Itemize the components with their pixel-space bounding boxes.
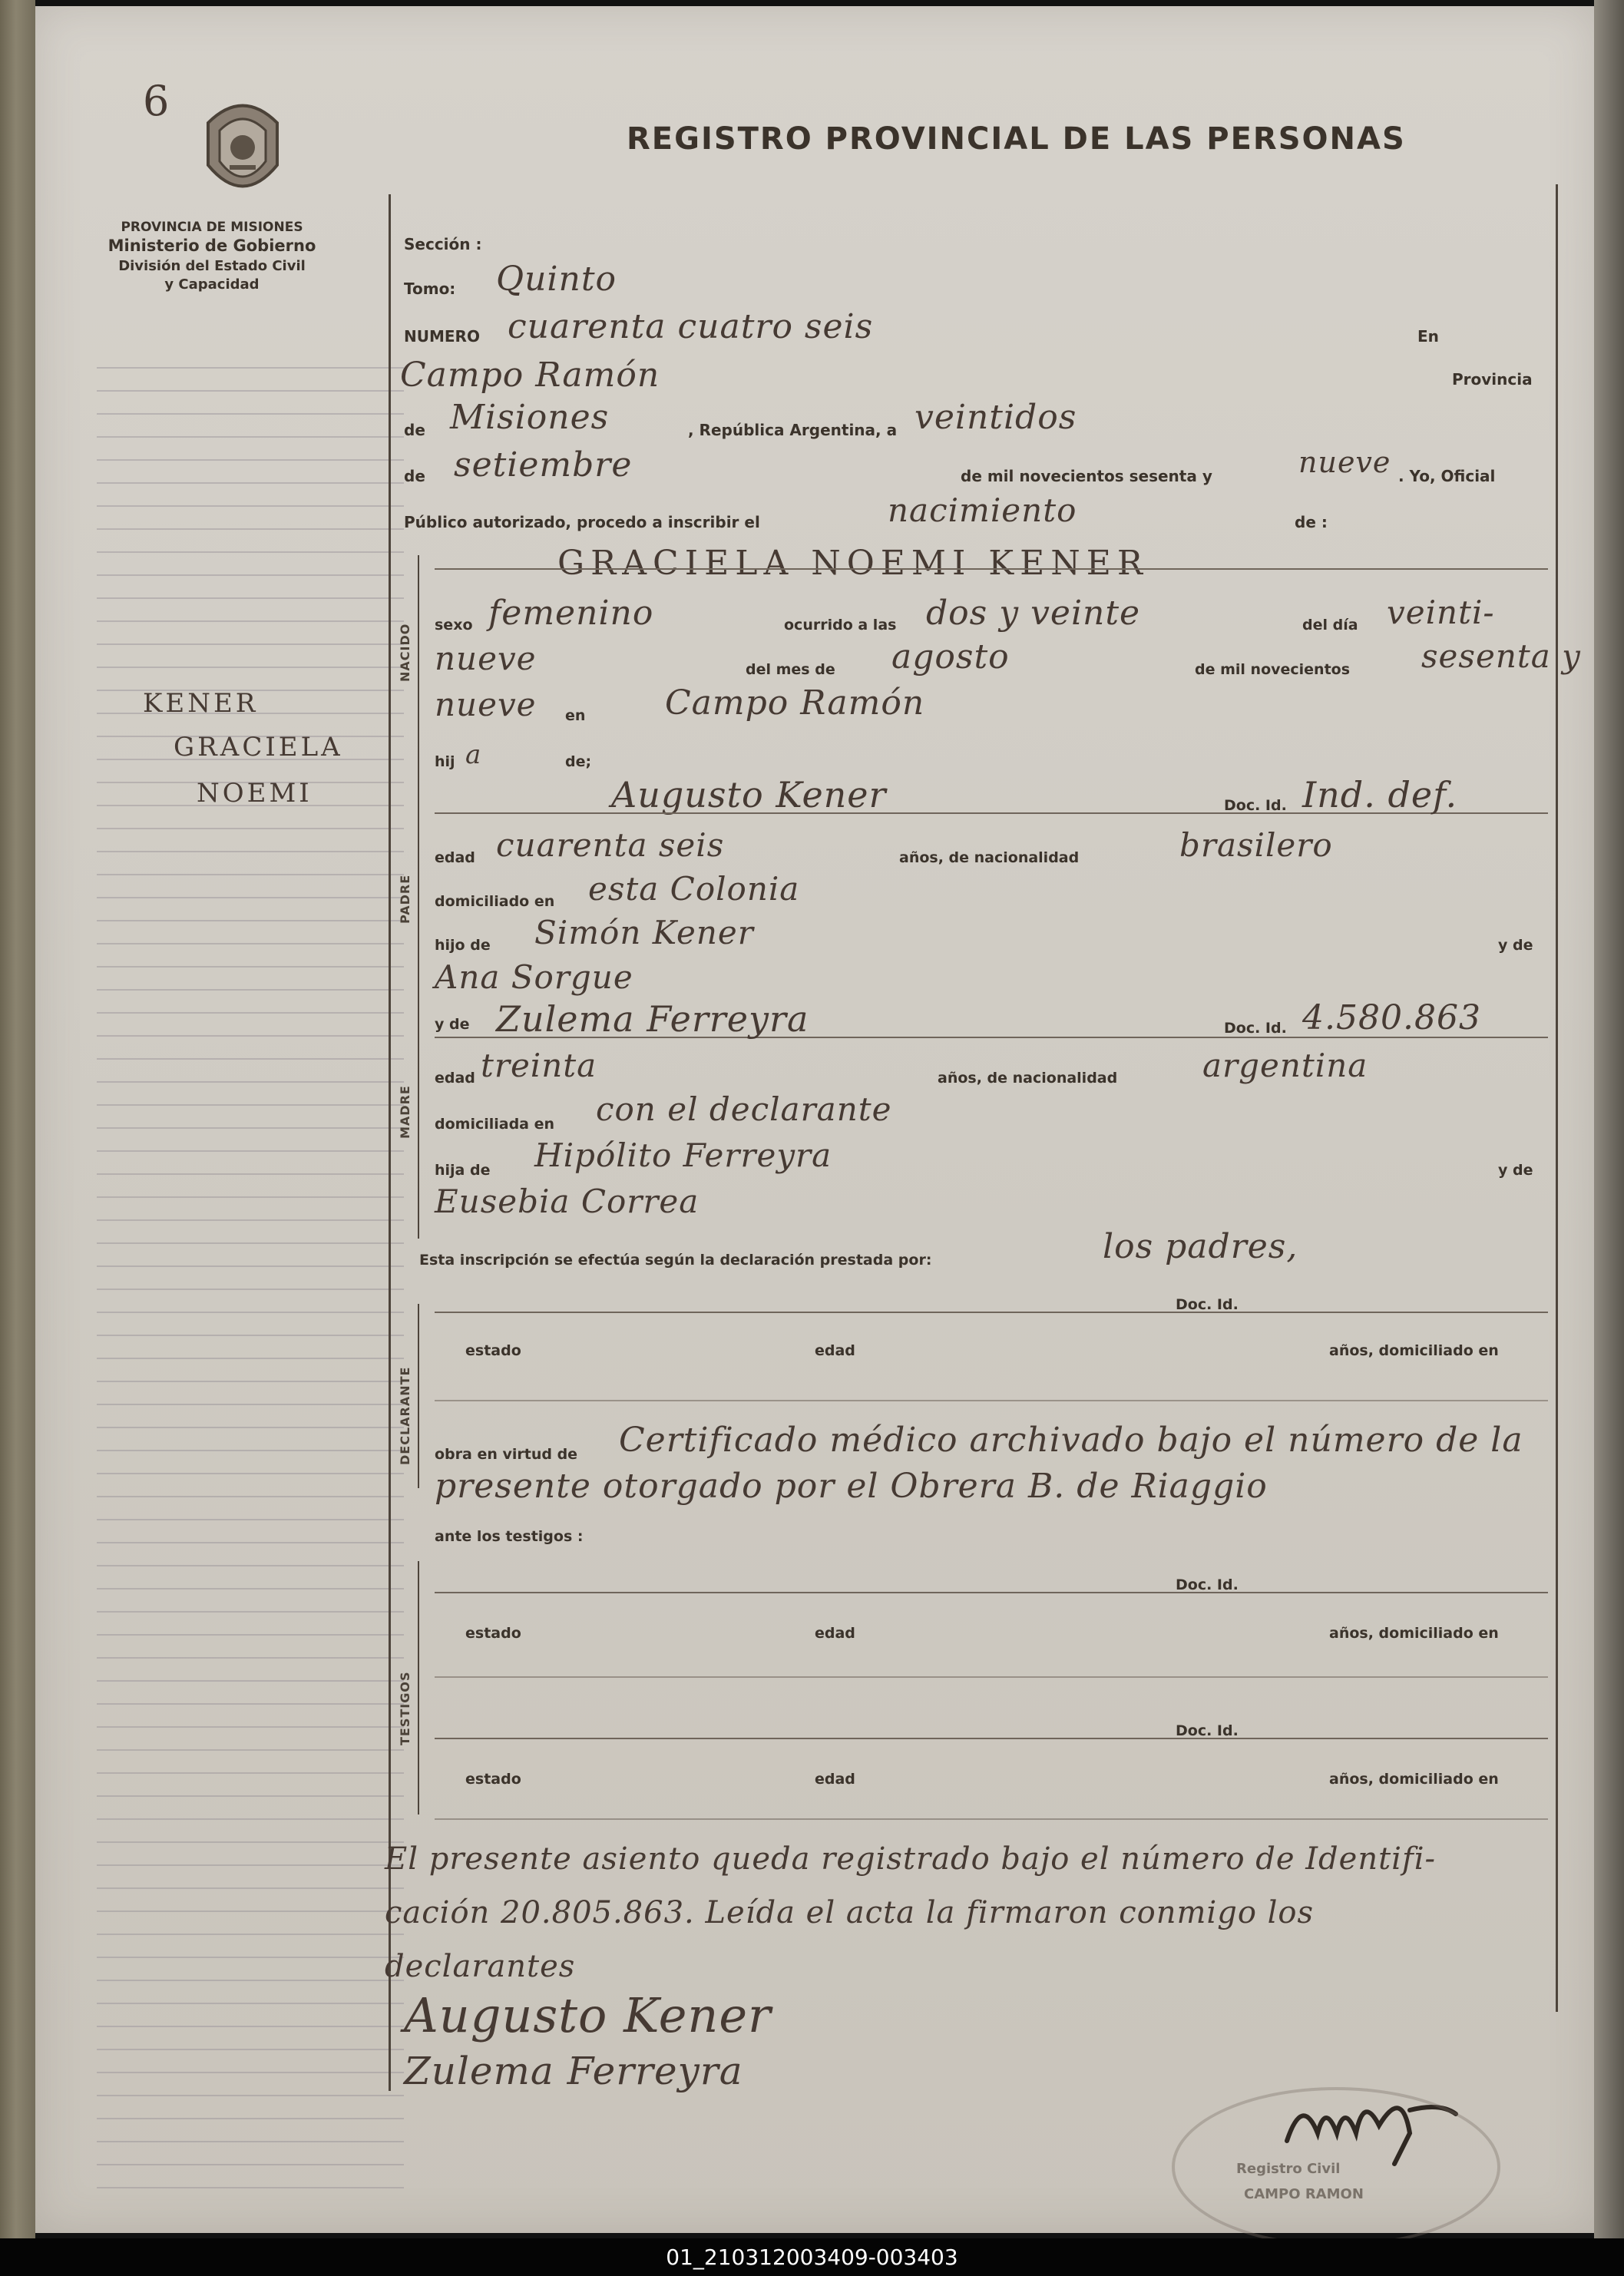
margin-rule-line bbox=[97, 2072, 404, 2073]
en-lugar-label: en bbox=[565, 707, 586, 724]
page-title: REGISTRO PROVINCIAL DE LAS PERSONAS bbox=[627, 121, 1406, 157]
signature-father: Augusto Kener bbox=[404, 1987, 772, 2043]
side-label-testigos: TESTIGOS bbox=[398, 1671, 412, 1745]
padre-edad-label: edad bbox=[435, 849, 475, 866]
margin-rule-line bbox=[97, 1358, 404, 1359]
margin-rule-line bbox=[97, 1265, 404, 1267]
margin-rule-line bbox=[97, 1749, 404, 1751]
mes-label: del mes de bbox=[746, 661, 835, 678]
margin-rule-line bbox=[97, 2164, 404, 2165]
margin-rule-line bbox=[97, 1242, 404, 1244]
madre-padre: Hipólito Ferreyra bbox=[534, 1136, 832, 1174]
lugar-value: Campo Ramón bbox=[665, 683, 925, 723]
margin-rule-line bbox=[97, 1795, 404, 1797]
margin-note-surname: KENER bbox=[143, 688, 259, 719]
book-binding bbox=[0, 0, 35, 2238]
testigo-2-edad-label: edad bbox=[815, 1771, 855, 1788]
margin-rule-line bbox=[97, 643, 404, 645]
testigo-2-estado-label: estado bbox=[465, 1771, 521, 1788]
office-capacity: y Capacidad bbox=[164, 276, 260, 293]
obra-label: obra en virtud de bbox=[435, 1446, 578, 1463]
margin-rule-line bbox=[97, 1404, 404, 1405]
hijo-suffix: a bbox=[465, 739, 482, 770]
padre-nac-label: años, de nacionalidad bbox=[899, 849, 1080, 866]
margin-rule-line bbox=[97, 1289, 404, 1290]
margin-rule-line bbox=[97, 2187, 404, 2188]
closing-line-1: El presente asiento queda registrado bajo el número de Identifi- bbox=[385, 1841, 1437, 1877]
seccion-label: Sección : bbox=[404, 235, 482, 253]
padre-edad: cuarenta seis bbox=[496, 826, 725, 864]
del-dia-label: del día bbox=[1302, 617, 1358, 634]
provincia-label: Provincia bbox=[1452, 370, 1533, 389]
side-label-padre: PADRE bbox=[398, 874, 412, 924]
dia-value: veinti- bbox=[1387, 594, 1495, 631]
padre-doc-label: Doc. Id. bbox=[1224, 797, 1287, 814]
madre-nac: argentina bbox=[1202, 1047, 1368, 1084]
padre-nac: brasilero bbox=[1179, 826, 1333, 864]
madre-prefix: y de bbox=[435, 1016, 470, 1033]
office-ministry: Ministerio de Gobierno bbox=[107, 237, 316, 255]
padre-dom: esta Colonia bbox=[588, 870, 800, 908]
side-label-madre: MADRE bbox=[398, 1085, 412, 1139]
madre-name: Zulema Ferreyra bbox=[496, 998, 809, 1040]
form-right-border bbox=[1556, 184, 1558, 2012]
margin-rule-line bbox=[97, 1634, 404, 1636]
margin-rule-line bbox=[97, 1542, 404, 1543]
margin-rule-line bbox=[97, 505, 404, 507]
margin-rule-line bbox=[97, 1841, 404, 1843]
margin-rule-line bbox=[97, 1519, 404, 1520]
margin-rule-line bbox=[97, 828, 404, 829]
margin-rule-line bbox=[97, 1910, 404, 1912]
madre-hija-de-label: hija de bbox=[435, 1162, 491, 1179]
padre-y-de-label: y de bbox=[1498, 937, 1533, 954]
sexo-label: sexo bbox=[435, 617, 473, 634]
margin-rule-line bbox=[97, 2095, 404, 2096]
inscripcion-label: Esta inscripción se efectúa según la declaración prestada por: bbox=[419, 1252, 932, 1269]
declarante-doc-label: Doc. Id. bbox=[1176, 1296, 1239, 1313]
signature-mother: Zulema Ferreyra bbox=[404, 2049, 743, 2093]
margin-rule-line bbox=[97, 874, 404, 875]
margin-rule-line bbox=[97, 1934, 404, 1935]
margin-rule-line bbox=[97, 597, 404, 599]
margin-rule-line bbox=[97, 1058, 404, 1060]
margin-rule-line bbox=[97, 1427, 404, 1428]
margin-rule-line bbox=[97, 1726, 404, 1728]
margin-rule-line bbox=[97, 989, 404, 991]
margin-rule-line bbox=[97, 1496, 404, 1497]
form-left-border bbox=[389, 194, 391, 2091]
madre-madre: Eusebia Correa bbox=[435, 1183, 700, 1220]
year-value: nueve bbox=[1298, 445, 1391, 479]
margin-rule-line bbox=[97, 667, 404, 668]
padre-padre: Simón Kener bbox=[534, 914, 754, 951]
testigo-2-doc-label: Doc. Id. bbox=[1176, 1722, 1239, 1739]
margin-note-middle-name: NOEMI bbox=[197, 778, 313, 809]
line-testigo-2 bbox=[435, 1738, 1548, 1739]
dia-value-cont: nueve bbox=[435, 640, 537, 677]
margin-rule-line bbox=[97, 1035, 404, 1037]
line-testigo-1 bbox=[435, 1592, 1548, 1593]
testigos-label: ante los testigos : bbox=[435, 1528, 584, 1545]
margin-rule-line bbox=[97, 966, 404, 968]
sexo-value: femenino bbox=[488, 594, 654, 633]
margin-rule-line bbox=[97, 1611, 404, 1613]
margin-rule-line bbox=[97, 390, 404, 392]
anio-value: sesenta y bbox=[1421, 637, 1581, 675]
en-label: En bbox=[1417, 327, 1439, 346]
testigos-bracket bbox=[418, 1561, 419, 1815]
margin-rule-line bbox=[97, 1173, 404, 1175]
de-label-1: de bbox=[404, 421, 425, 439]
madre-edad-label: edad bbox=[435, 1070, 475, 1087]
margin-rule-line bbox=[97, 1150, 404, 1152]
closing-line-2: cación 20.805.863. Leída el acta la firmaron conmigo los bbox=[385, 1895, 1315, 1930]
office-division: División del Estado Civil bbox=[118, 258, 306, 274]
mil-label: de mil novecientos bbox=[1195, 661, 1351, 678]
margin-rule-line bbox=[97, 1980, 404, 1981]
margin-rule-line bbox=[97, 897, 404, 898]
margin-rule-line bbox=[97, 367, 404, 369]
line-declarante-address bbox=[435, 1400, 1548, 1401]
section-bracket bbox=[418, 555, 419, 1239]
testigo-1-estado-label: estado bbox=[465, 1625, 521, 1642]
margin-rule-line bbox=[97, 2003, 404, 2004]
numero-value: cuarenta cuatro seis bbox=[508, 307, 874, 346]
margin-rule-line bbox=[97, 2141, 404, 2142]
side-label-nacido: NACIDO bbox=[398, 623, 412, 682]
month-value: setiembre bbox=[454, 445, 633, 485]
tomo-value: Quinto bbox=[496, 260, 617, 299]
line-child-name bbox=[435, 568, 1548, 570]
image-id-bar: 01_210312003409-003403 bbox=[0, 2238, 1624, 2276]
tomo-label: Tomo: bbox=[404, 280, 456, 298]
page-edge bbox=[1594, 0, 1624, 2238]
registry-stamp bbox=[1172, 2087, 1500, 2247]
margin-rule-line bbox=[97, 1473, 404, 1474]
declarante-value: los padres, bbox=[1103, 1227, 1298, 1266]
child-name: GRACIELA NOEMI KENER bbox=[557, 544, 1149, 583]
madre-doc-label: Doc. Id. bbox=[1224, 1020, 1287, 1037]
declarante-estado-label: estado bbox=[465, 1342, 521, 1359]
margin-rule-line bbox=[97, 2049, 404, 2050]
margin-rule-line bbox=[97, 2026, 404, 2027]
declarante-dom-label: años, domiciliado en bbox=[1329, 1342, 1499, 1359]
margin-rule-line bbox=[97, 459, 404, 461]
margin-rule-line bbox=[97, 1335, 404, 1336]
margin-rule-line bbox=[97, 436, 404, 438]
year-prefix: de mil novecientos sesenta y bbox=[961, 467, 1212, 485]
margin-rule-line bbox=[97, 1657, 404, 1659]
line-testigo-2-address bbox=[435, 1818, 1548, 1820]
madre-y-de-label: y de bbox=[1498, 1162, 1533, 1179]
margin-rule-line bbox=[97, 1887, 404, 1889]
margin-rule-line bbox=[97, 1680, 404, 1682]
testigo-1-doc-label: Doc. Id. bbox=[1176, 1576, 1239, 1593]
padre-madre: Ana Sorgue bbox=[435, 958, 633, 996]
margin-rule-line bbox=[97, 1565, 404, 1566]
padre-doc: Ind. def. bbox=[1302, 774, 1458, 815]
side-label-declarante: DECLARANTE bbox=[398, 1366, 412, 1465]
madre-dom: con el declarante bbox=[596, 1090, 892, 1128]
margin-rule-line bbox=[97, 1703, 404, 1705]
hora-value: dos y veinte bbox=[926, 594, 1141, 633]
margin-rule-line bbox=[97, 943, 404, 944]
margin-rule-line bbox=[97, 1957, 404, 1958]
de-label-2: de bbox=[404, 467, 425, 485]
publico-label: Público autorizado, procedo a inscribir el bbox=[404, 513, 760, 531]
margin-rule-line bbox=[97, 2118, 404, 2119]
margin-rule-line bbox=[97, 1818, 404, 1820]
margin-rule-line bbox=[97, 1381, 404, 1382]
acto-value: nacimiento bbox=[888, 491, 1077, 529]
margin-rule-line bbox=[97, 1588, 404, 1590]
line-declarante-name bbox=[435, 1312, 1548, 1313]
margin-rule-line bbox=[97, 1219, 404, 1221]
margin-rule-line bbox=[97, 1196, 404, 1198]
virtud-value-1: Certificado médico archivado bajo el número de la bbox=[619, 1421, 1523, 1460]
hijo-label: hij bbox=[435, 753, 455, 770]
madre-nac-label: años, de nacionalidad bbox=[938, 1070, 1118, 1087]
numero-label: NUMERO bbox=[404, 327, 480, 346]
line-testigo-1-address bbox=[435, 1676, 1548, 1678]
margin-rule-line bbox=[97, 1772, 404, 1774]
testigo-1-edad-label: edad bbox=[815, 1625, 855, 1642]
de-colon: de : bbox=[1295, 513, 1328, 531]
padre-hijo-de-label: hijo de bbox=[435, 937, 491, 954]
coat-of-arms-icon bbox=[193, 92, 293, 207]
margin-rule-line bbox=[97, 1081, 404, 1083]
madre-doc: 4.580.863 bbox=[1302, 998, 1481, 1037]
margin-rule-line bbox=[97, 1104, 404, 1106]
madre-dom-label: domiciliada en bbox=[435, 1116, 555, 1133]
de-colon-2: de; bbox=[565, 753, 592, 770]
declarante-bracket bbox=[418, 1304, 419, 1488]
testigo-2-dom-label: años, domiciliado en bbox=[1329, 1771, 1499, 1788]
stamp-line-2: CAMPO RAMON bbox=[1244, 2186, 1364, 2202]
margin-rule-line bbox=[97, 851, 404, 852]
margin-rule-line bbox=[97, 1127, 404, 1129]
stamp-line-1: Registro Civil bbox=[1236, 2161, 1341, 2177]
republica-label: , República Argentina, a bbox=[688, 421, 898, 439]
margin-rule-line bbox=[97, 1012, 404, 1014]
closing-line-3: declarantes bbox=[385, 1949, 576, 1984]
register-sheet bbox=[35, 6, 1594, 2233]
margin-note-first-name: GRACIELA bbox=[174, 732, 343, 763]
place-value: Campo Ramón bbox=[400, 356, 660, 395]
virtud-value-2: presente otorgado por el Obrera B. de Riaggio bbox=[435, 1467, 1268, 1506]
margin-rule-line bbox=[97, 1864, 404, 1866]
margin-rule-line bbox=[97, 413, 404, 415]
margin-rule-line bbox=[97, 1450, 404, 1451]
madre-edad: treinta bbox=[481, 1047, 597, 1084]
declarante-edad-label: edad bbox=[815, 1342, 855, 1359]
margin-rule-line bbox=[97, 551, 404, 553]
margin-rule-line bbox=[97, 920, 404, 921]
day-value: veintidos bbox=[915, 398, 1077, 437]
padre-name: Augusto Kener bbox=[611, 774, 887, 815]
padre-dom-label: domiciliado en bbox=[435, 893, 555, 910]
province-value: Misiones bbox=[450, 398, 610, 437]
margin-rule-line bbox=[97, 528, 404, 530]
ocurrido-label: ocurrido a las bbox=[784, 617, 897, 634]
page-number: 6 bbox=[143, 77, 170, 125]
mes-value: agosto bbox=[891, 637, 1010, 677]
testigo-1-dom-label: años, domiciliado en bbox=[1329, 1625, 1499, 1642]
margin-rule-line bbox=[97, 1312, 404, 1313]
anio-value-cont: nueve bbox=[435, 686, 537, 723]
office-province: PROVINCIA DE MISIONES bbox=[121, 220, 303, 235]
margin-rule-line bbox=[97, 574, 404, 576]
oficial-label: . Yo, Oficial bbox=[1398, 467, 1496, 485]
margin-rule-line bbox=[97, 482, 404, 484]
margin-rule-line bbox=[97, 620, 404, 622]
